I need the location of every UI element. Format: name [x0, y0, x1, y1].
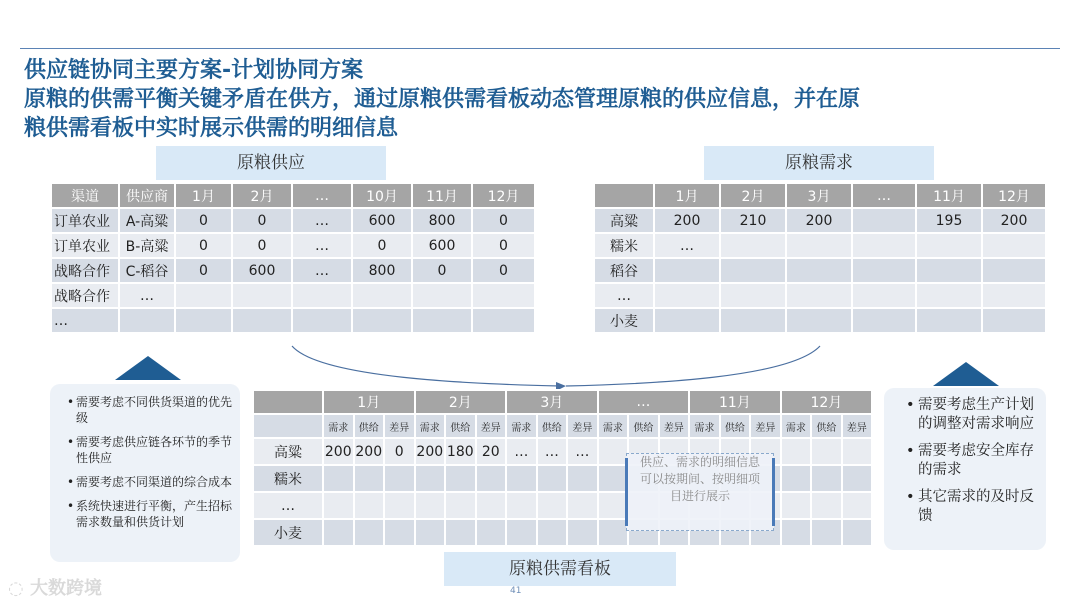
board-month-header: 3月 — [506, 390, 598, 414]
board-cell — [445, 465, 476, 492]
board-sub-header: 差异 — [476, 414, 507, 438]
board-month-header: 12月 — [781, 390, 873, 414]
board-footer: 原粮供需看板 — [444, 552, 676, 586]
right-note: • 需要考虑生产计划的调整对需求响应 — [918, 396, 1040, 434]
demand-cell: 195 — [916, 208, 982, 233]
supply-cell: 800 — [412, 208, 472, 233]
board-cell — [506, 492, 537, 519]
supply-col-header: 供应商 — [119, 183, 175, 208]
supply-cell: … — [292, 208, 352, 233]
board-row — [253, 519, 872, 546]
board-cell — [415, 492, 446, 519]
board-cell — [811, 438, 842, 465]
demand-cell: 糯米 — [594, 233, 654, 258]
supply-col-header: 渠道 — [51, 183, 119, 208]
board-cell — [842, 438, 873, 465]
board-sub-header: 需求 — [415, 414, 446, 438]
callout-text: 供应、需求的明细信息可以按期间、按明细项目进行展示 — [639, 455, 760, 503]
board-sub-header: 供给 — [628, 414, 659, 438]
demand-col-header: … — [852, 183, 916, 208]
board-cell — [445, 492, 476, 519]
demand-header: 原粮需求 — [704, 146, 934, 180]
board-sub-header: 差异 — [567, 414, 598, 438]
demand-cell: 200 — [654, 208, 720, 233]
supply-flow-arrow — [292, 346, 560, 386]
supply-cell: A-高粱 — [119, 208, 175, 233]
right-notes-panel — [884, 388, 1046, 550]
demand-cell: 小麦 — [594, 308, 654, 333]
board-cell: … — [537, 438, 568, 465]
demand-cell: 稻谷 — [594, 258, 654, 283]
title-line-2: 原粮的供需平衡关键矛盾在供方，通过原粮供需看板动态管理原粮的供应信息，并在原 — [24, 87, 861, 112]
board-cell — [354, 492, 385, 519]
left-note: • 需要考虑不同供货渠道的优先级 — [76, 394, 234, 426]
board-sub-header: 差异 — [659, 414, 690, 438]
right-note: • 需要考虑安全库存的需求 — [918, 442, 1040, 480]
board-cell: 200 — [354, 438, 385, 465]
board-sub-header: 差异 — [384, 414, 415, 438]
board-cell — [415, 519, 446, 546]
board-cell — [537, 492, 568, 519]
board-sub-header: 供给 — [811, 414, 842, 438]
board-row-name: 高粱 — [253, 438, 323, 465]
board-cell — [567, 465, 598, 492]
board-cell — [323, 465, 354, 492]
supply-cell: … — [292, 258, 352, 283]
board-cell — [476, 492, 507, 519]
supply-col-header: 11月 — [412, 183, 472, 208]
demand-cell: … — [654, 233, 720, 258]
board-row — [253, 492, 872, 519]
watermark-icon: ◌ — [8, 578, 24, 599]
board-cell — [781, 492, 812, 519]
supply-col-header: 10月 — [352, 183, 412, 208]
board-cell — [323, 519, 354, 546]
supply-cell: C-稻谷 — [119, 258, 175, 283]
supply-col-header: 12月 — [472, 183, 535, 208]
board-month-header: 2月 — [415, 390, 507, 414]
board-cell: 20 — [476, 438, 507, 465]
supply-cell: 订单农业 — [51, 208, 119, 233]
right-note: • 其它需求的及时反馈 — [918, 488, 1040, 526]
board-sub-header: 需求 — [506, 414, 537, 438]
board-cell: … — [506, 438, 537, 465]
board-sub-header: 供给 — [445, 414, 476, 438]
demand-col-header: 2月 — [720, 183, 786, 208]
board-cell — [811, 465, 842, 492]
left-note: • 需要考虑不同渠道的综合成本 — [76, 474, 234, 490]
board-sub-header: 差异 — [842, 414, 873, 438]
board-row-name: 小麦 — [253, 519, 323, 546]
supply-cell: 0 — [352, 233, 412, 258]
board-cell — [781, 519, 812, 546]
supply-cell: 0 — [472, 233, 535, 258]
demand-col-header: 1月 — [654, 183, 720, 208]
title-line-1: 供应链协同主要方案-计划协同方案 — [24, 58, 364, 83]
supply-cell: 订单农业 — [51, 233, 119, 258]
board-cell — [476, 465, 507, 492]
right-triangle-marker — [933, 362, 999, 386]
supply-col-header: 2月 — [232, 183, 292, 208]
board-cell: … — [567, 438, 598, 465]
title-line-3: 粮供需看板中实时展示供需的明细信息 — [24, 116, 399, 141]
board-row — [253, 438, 872, 465]
board-cell — [384, 465, 415, 492]
board-cell — [415, 465, 446, 492]
demand-flow-arrow — [566, 346, 820, 386]
board-cell — [384, 492, 415, 519]
demand-cell: 200 — [786, 208, 852, 233]
watermark-text: 大数跨境 — [30, 578, 102, 599]
board-sub-header: 需求 — [323, 414, 354, 438]
board-cell: 200 — [323, 438, 354, 465]
board-cell — [567, 492, 598, 519]
page-number: 41 — [510, 586, 522, 596]
demand-cell: … — [594, 283, 654, 308]
supply-cell: 0 — [472, 258, 535, 283]
board-cell — [445, 519, 476, 546]
board-cell: 180 — [445, 438, 476, 465]
supply-cell: 0 — [175, 258, 232, 283]
supply-cell: 战略合作 — [51, 283, 119, 308]
supply-cell: … — [119, 283, 175, 308]
supply-cell: 600 — [352, 208, 412, 233]
board-sub-header: 供给 — [354, 414, 385, 438]
board-cell — [781, 465, 812, 492]
board-sub-header: 需求 — [689, 414, 720, 438]
board-cell — [811, 519, 842, 546]
board-cell — [476, 519, 507, 546]
demand-col-header: 11月 — [916, 183, 982, 208]
board-sub-header: 需求 — [598, 414, 629, 438]
board-row-name: … — [253, 492, 323, 519]
board-month-header: … — [598, 390, 690, 414]
board-cell — [537, 519, 568, 546]
board-cell — [842, 519, 873, 546]
left-triangle-marker — [115, 356, 181, 380]
board-cell — [354, 519, 385, 546]
board-row-name: 糯米 — [253, 465, 323, 492]
board-cell — [842, 465, 873, 492]
left-note: • 需要考虑供应链各环节的季节性供应 — [76, 434, 234, 466]
supply-col-header: … — [292, 183, 352, 208]
board-sub-header: 供给 — [537, 414, 568, 438]
supply-col-header: 1月 — [175, 183, 232, 208]
supply-demand-board-table — [252, 389, 873, 547]
supply-cell: 0 — [175, 208, 232, 233]
board-cell: 200 — [415, 438, 446, 465]
supply-cell: B-高粱 — [119, 233, 175, 258]
board-cell — [354, 465, 385, 492]
demand-cell: 200 — [982, 208, 1046, 233]
board-cell — [781, 438, 812, 465]
demand-cell: 高粱 — [594, 208, 654, 233]
supply-cell: 800 — [352, 258, 412, 283]
demand-col-header: 3月 — [786, 183, 852, 208]
left-note: • 系统快速进行平衡，产生招标需求数量和供货计划 — [76, 498, 234, 530]
supply-cell: … — [51, 308, 119, 333]
board-month-header: 1月 — [323, 390, 415, 414]
board-cell — [598, 519, 629, 546]
board-month-header: 11月 — [689, 390, 781, 414]
supply-cell: 0 — [412, 258, 472, 283]
demand-col-header: 12月 — [982, 183, 1046, 208]
board-cell: 0 — [384, 438, 415, 465]
detail-callout — [626, 453, 774, 531]
board-cell — [598, 492, 629, 519]
watermark-logo — [8, 574, 102, 600]
board-cell — [567, 519, 598, 546]
board-cell — [537, 465, 568, 492]
board-cell — [598, 438, 629, 465]
board-sub-corner — [253, 414, 323, 438]
supply-cell: 600 — [232, 258, 292, 283]
board-corner — [253, 390, 323, 414]
board-sub-header: 需求 — [781, 414, 812, 438]
supply-header: 原粮供应 — [156, 146, 386, 180]
board-cell — [323, 492, 354, 519]
supply-cell: 0 — [175, 233, 232, 258]
board-sub-header: 供给 — [720, 414, 751, 438]
callout-bracket-right — [772, 458, 775, 526]
supply-cell: 战略合作 — [51, 258, 119, 283]
board-cell — [506, 465, 537, 492]
supply-cell: 0 — [232, 208, 292, 233]
board-cell — [384, 519, 415, 546]
board-cell — [842, 492, 873, 519]
demand-cell: 210 — [720, 208, 786, 233]
left-notes-panel — [50, 384, 240, 562]
supply-cell: … — [292, 233, 352, 258]
board-cell — [506, 519, 537, 546]
board-cell — [598, 465, 629, 492]
board-sub-header: 差异 — [750, 414, 781, 438]
supply-cell: 0 — [472, 208, 535, 233]
callout-bracket-left — [625, 458, 628, 526]
board-row — [253, 465, 872, 492]
board-cell — [811, 492, 842, 519]
supply-cell: 0 — [232, 233, 292, 258]
supply-cell: 600 — [412, 233, 472, 258]
